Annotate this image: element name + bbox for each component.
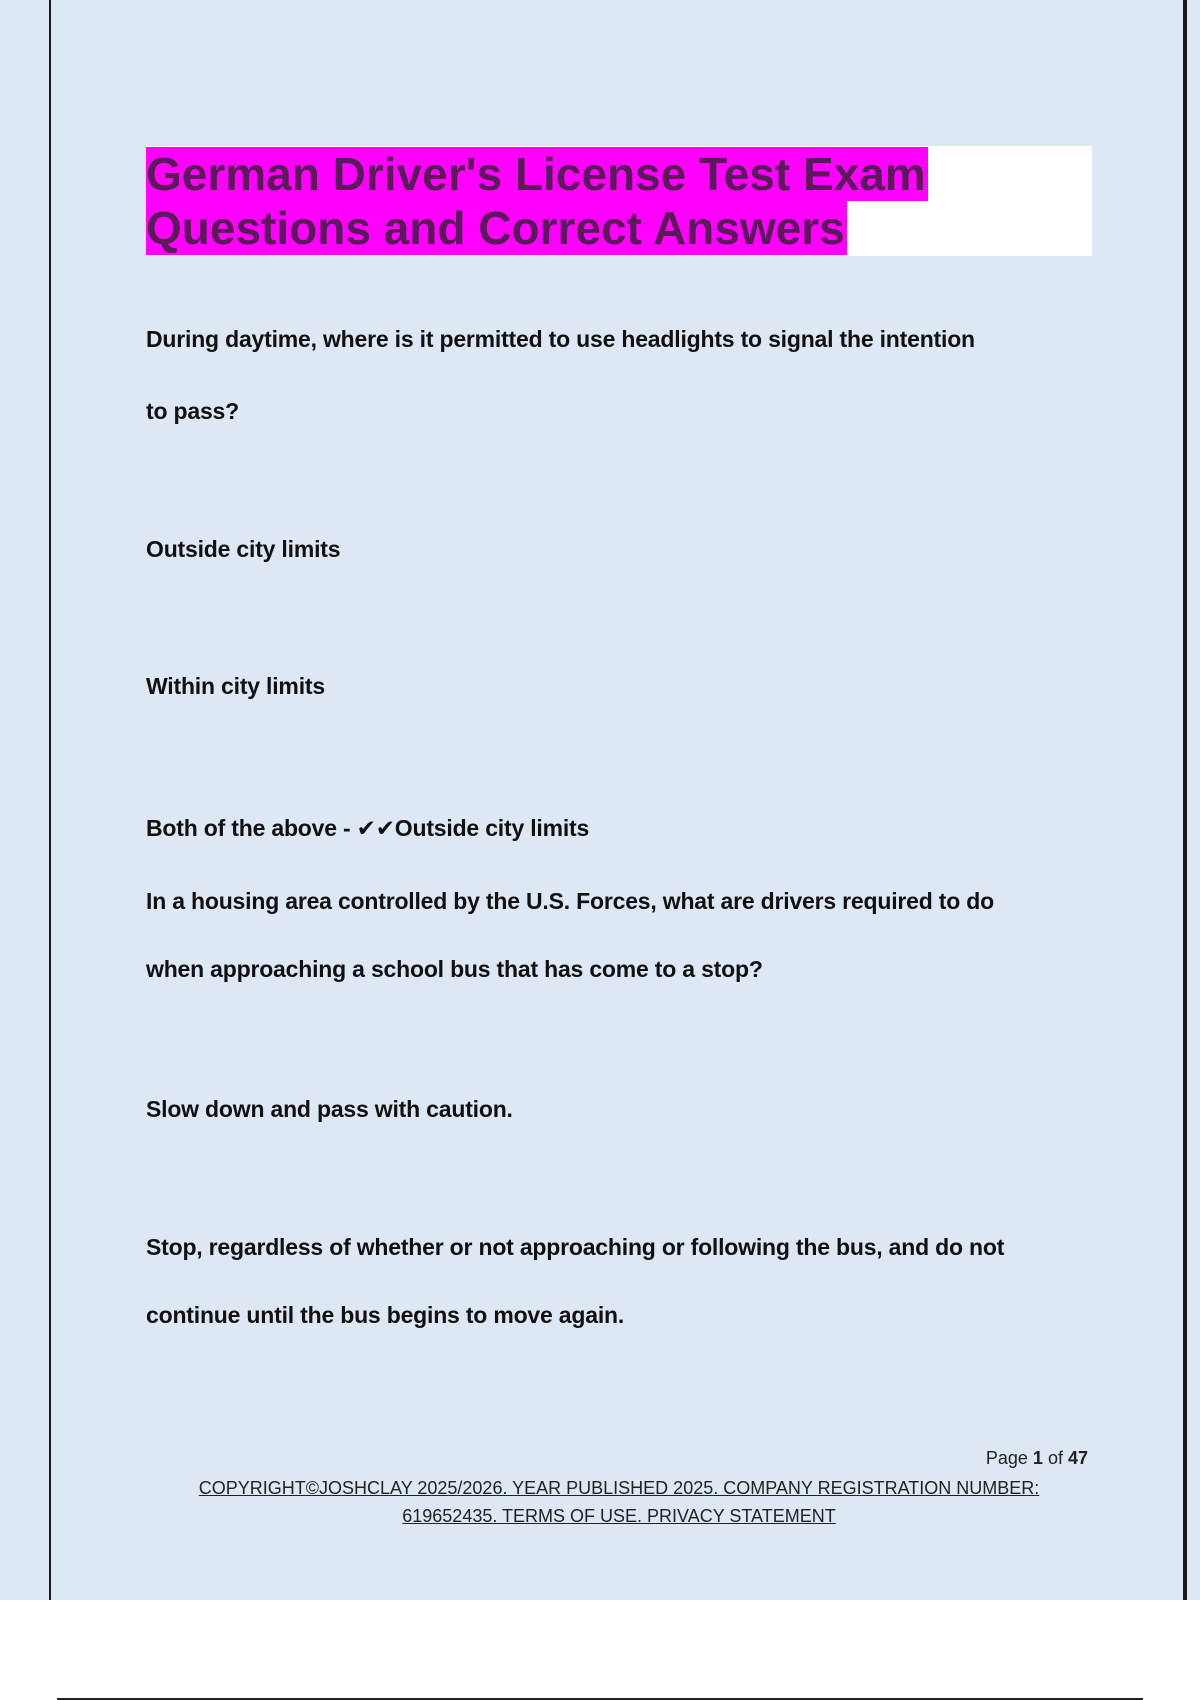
page-number [986, 1448, 1088, 1469]
left-border [49, 0, 51, 1600]
question-1-answer: Both of the above - ✔✔Outside city limits [146, 815, 590, 841]
page-current: 1 [1032, 1448, 1043, 1468]
copyright-line-1[interactable]: COPYRIGHT©JOSHCLAY 2025/2026. YEAR PUBLISHED 2025. COMPANY REGISTRATION NUMBER: [198, 1478, 1040, 1498]
copyright-line-2[interactable]: 619652435. TERMS OF USE. PRIVACY STATEMENT [402, 1506, 836, 1526]
page-of: of [1047, 1448, 1063, 1468]
question-2-line-1: In a housing area controlled by the U.S. Forces, what are drivers required to do [146, 888, 994, 914]
question-1-line-2: to pass? [146, 398, 239, 424]
question-2-option-2-line-1: Stop, regardless of whether or not approaching or following the bus, and do not [146, 1234, 1005, 1260]
question-2-option-2-line-2: continue until the bus begins to move again. [146, 1302, 625, 1328]
document-title-line-2: Questions and Correct Answers [146, 202, 845, 254]
question-1-option-2: Within city limits [146, 673, 325, 699]
question-1-line-1: During daytime, where is it permitted to use headlights to signal the intention [146, 326, 975, 352]
page-label: Page [985, 1448, 1028, 1468]
question-1-option-1: Outside city limits [146, 536, 341, 562]
copyright-notice[interactable] [146, 1474, 1092, 1530]
right-border [1183, 0, 1187, 1600]
question-2-line-2: when approaching a school bus that has come to a stop? [146, 956, 763, 982]
page-total: 47 [1067, 1448, 1088, 1468]
document-title-line-1: German Driver's License Test Exam [146, 148, 926, 200]
question-2-option-1: Slow down and pass with caution. [146, 1096, 513, 1122]
